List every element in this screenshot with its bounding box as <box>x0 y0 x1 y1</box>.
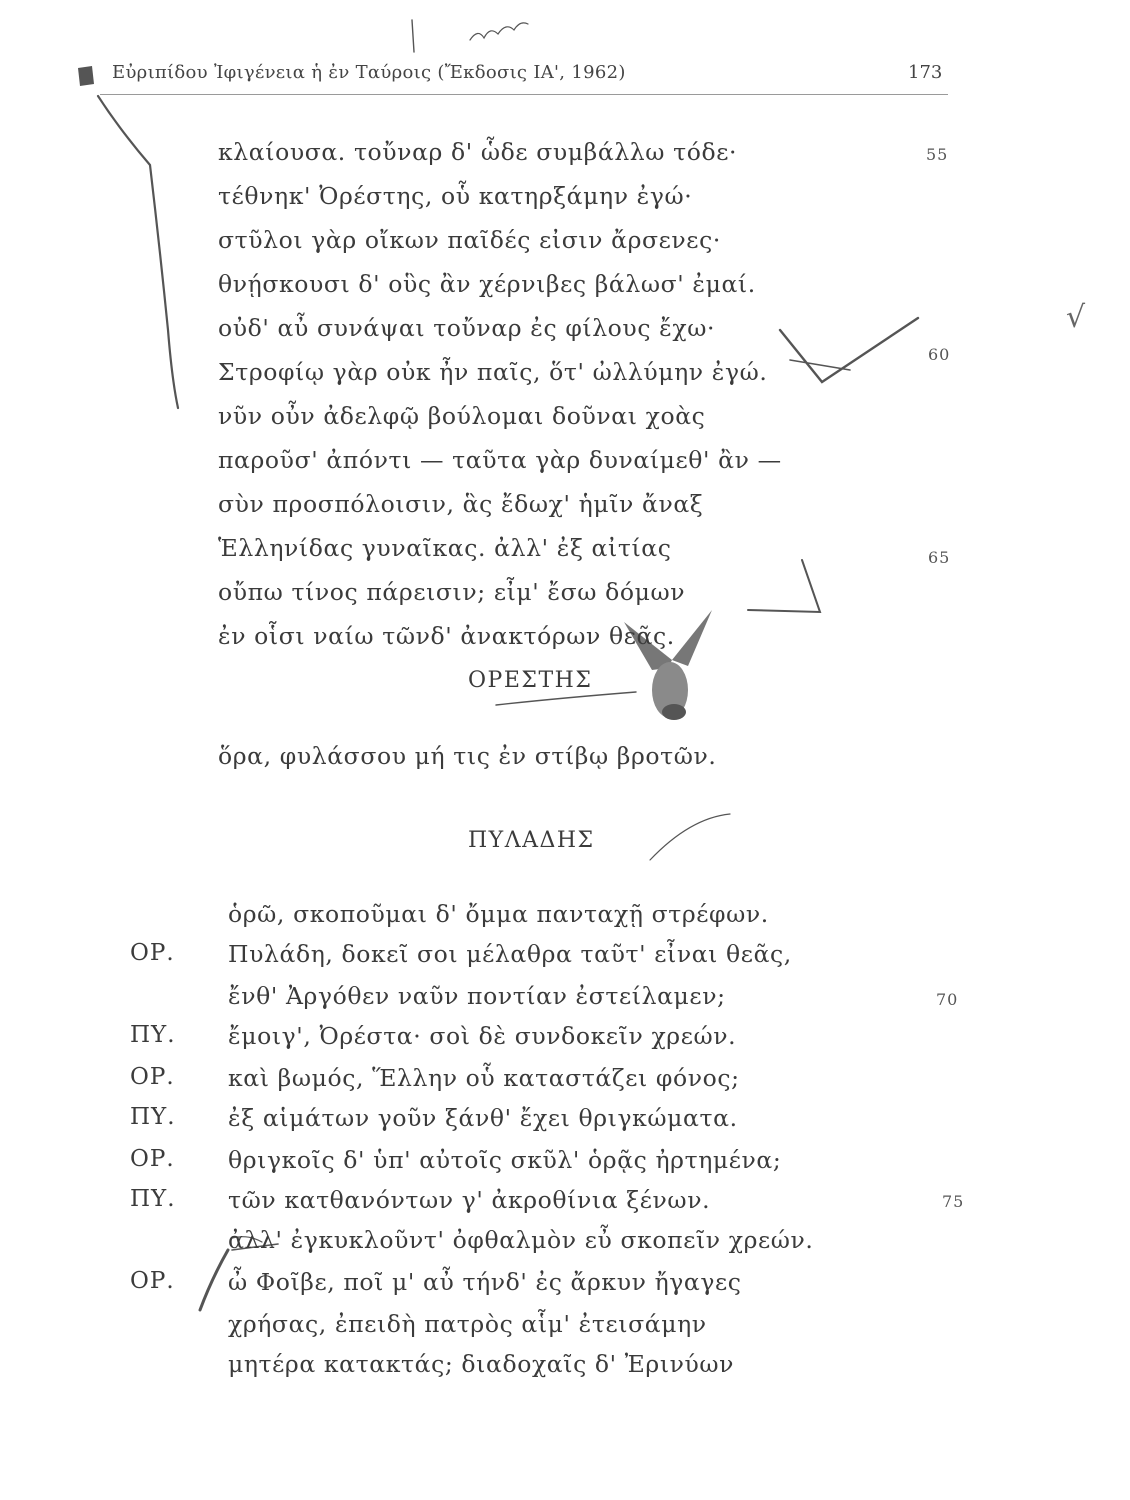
verse-checkmark <box>780 318 918 382</box>
speaker-heading-pylades: ΠΥΛΑΔΗΣ <box>468 828 595 853</box>
pylades-scribble <box>650 814 730 860</box>
speaker-label: ΠΥ. <box>130 1022 176 1048</box>
verse-line: Στροφίῳ γὰρ οὐκ ἦν παῖς, ὅτ' ὠλλύμην ἐγώ. <box>218 358 768 386</box>
header-rule <box>100 94 948 95</box>
verse-line: στῦλοι γὰρ οἴκων παῖδές εἰσιν ἄρσενες· <box>218 226 721 254</box>
dialogue-line: ἔμοιγ', Ὀρέστα· σοὶ δὲ συνδοκεῖν χρεών. <box>228 1022 737 1050</box>
verse-line: νῦν οὖν ἀδελφῷ βούλομαι δοῦναι χοὰς <box>218 402 706 430</box>
dialogue-line: τῶν κατθανόντων γ' ἀκροθίνια ξένων. <box>228 1186 711 1214</box>
verse-line: κλαίουσα. τοὔναρ δ' ὧδε συμβάλλω τόδε· <box>218 138 738 166</box>
speaker-heading-orestes: ΟΡΕΣΤΗΣ <box>468 668 593 693</box>
bracket-mark <box>748 560 820 612</box>
verse-line: ἐν οἷσι ναίω τῶνδ' ἀνακτόρων θεᾶς. <box>218 622 675 650</box>
dialogue-line: χρήσας, ἐπειδὴ πατρὸς αἷμ' ἐτεισάμην <box>228 1310 707 1338</box>
margin-checkmark-icon: √ <box>1066 300 1086 335</box>
speaker-label: ΟΡ. <box>130 1146 175 1172</box>
verse-line: τέθνηκ' Ὀρέστης, οὗ κατηρξάμην ἐγώ· <box>218 182 693 210</box>
top-scribble-stroke <box>412 20 414 52</box>
dialogue-line: καὶ βωμός, Ἕλλην οὗ καταστάζει φόνος; <box>228 1064 740 1092</box>
verse-line: ὅρα, φυλάσσου μή τις ἐν στίβῳ βροτῶν. <box>218 742 717 770</box>
verse-line: οὔπω τίνος πάρεισιν; εἶμ' ἔσω δόμων <box>218 578 686 606</box>
verse-line: σὺν προσπόλοισιν, ἃς ἔδωχ' ἡμῖν ἄναξ <box>218 490 704 518</box>
verse-line: οὐδ' αὖ συνάψαι τοὔναρ ἐς φίλους ἔχω· <box>218 314 716 342</box>
verse-line: θνῄσκουσι δ' οὓς ἂν χέρνιβες βάλωσ' ἐμαί. <box>218 270 756 298</box>
dialogue-line: μητέρα κατακτάς; διαδοχαῖς δ' Ἐρινύων <box>228 1350 735 1378</box>
verse-line: παροῦσ' ἀπόντι — ταῦτα γὰρ δυναίμεθ' ἂν — <box>218 446 782 474</box>
top-scribble-wave <box>470 23 528 40</box>
bottom-slash <box>200 1250 228 1310</box>
dialogue-line: Πυλάδη, δοκεῖ σοι μέλαθρα ταῦτ' εἶναι θεᾶς, <box>228 940 792 968</box>
speaker-label: ΟΡ. <box>130 1064 175 1090</box>
speaker-label: ΠΥ. <box>130 1104 176 1130</box>
dialogue-line: ὁρῶ, σκοποῦμαι δ' ὄμμα πανταχῇ στρέφων. <box>228 900 769 928</box>
dialogue-line: ἔνθ' Ἀργόθεν ναῦν ποντίαν ἐστείλαμεν; <box>228 982 726 1010</box>
line-number: 65 <box>928 548 951 567</box>
line-number: 60 <box>928 345 951 364</box>
dialogue-line: ἀλλ' ἐγκυκλοῦντ' ὀφθαλμὸν εὖ σκοπεῖν χρεών. <box>228 1226 814 1254</box>
speaker-label: ΠΥ. <box>130 1186 176 1212</box>
verse-line: Ἑλληνίδας γυναῖκας. ἀλλ' ἐξ αἰτίας <box>218 534 672 562</box>
line-number: 75 <box>942 1192 965 1211</box>
margin-vertical-line <box>98 96 178 408</box>
page-number: 173 <box>908 62 943 83</box>
speaker-label: ΟΡ. <box>130 1268 175 1294</box>
underline-arrow <box>496 692 636 705</box>
dialogue-line: θριγκοῖς δ' ὑπ' αὐτοῖς σκῦλ' ὁρᾷς ἠρτημένα; <box>228 1146 782 1174</box>
dialogue-line: ἐξ αἱμάτων γοῦν ξάνθ' ἔχει θριγκώματα. <box>228 1104 738 1132</box>
line-number: 55 <box>926 145 949 164</box>
line-number: 70 <box>936 990 959 1009</box>
checkmark-cross <box>790 360 850 370</box>
speaker-label: ΟΡ. <box>130 940 175 966</box>
header-corner-icon <box>78 66 94 86</box>
dialogue-line: ὦ Φοῖβε, ποῖ μ' αὖ τήνδ' ἐς ἄρκυν ἤγαγες <box>228 1268 742 1296</box>
running-header: Εὐριπίδου Ἰφιγένεια ἡ ἐν Ταύροις (Ἔκδοσις ΙΑ', 1962) <box>112 62 626 83</box>
